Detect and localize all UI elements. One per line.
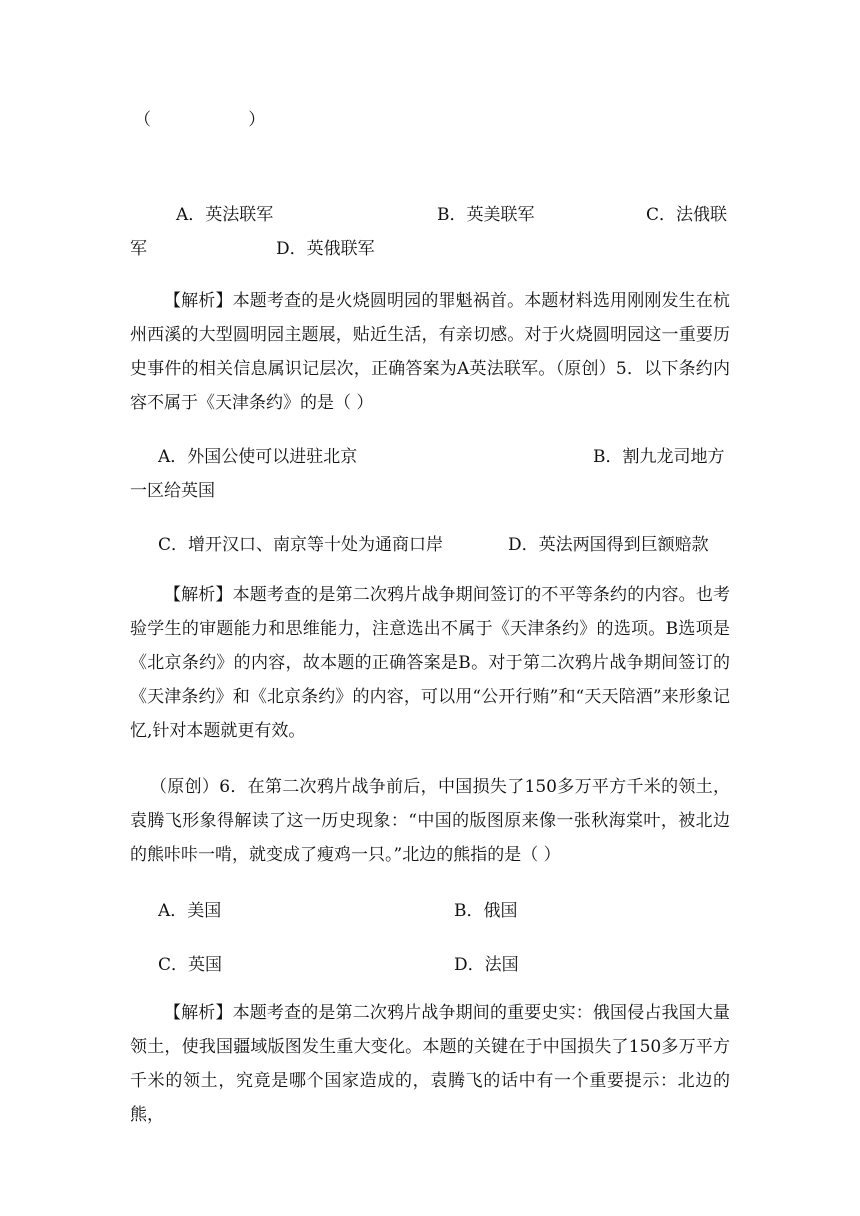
- analysis-text: 【解析】本题考查的是第二次鸦片战争期间的重要史实：俄国侵占我国大量领土，使我国疆域版图发生重大变化。本题的关键在于中国损失了150多万平方千米的领土，究竟是哪个国家造成的，袁腾飞的话中有一个重要提示：北边的熊，: [130, 1003, 730, 1125]
- option-b: B．俄国: [454, 901, 518, 921]
- option-d: D．法国: [454, 955, 519, 975]
- option-c: C．增开汉口、南京等十处为通商口岸: [158, 535, 444, 555]
- option-b: B．割九龙司地方: [593, 447, 725, 467]
- question-text: （原创）6．在第二次鸦片战争前后，中国损失了150多万平方千米的领土，袁腾飞形象得解读了这一历史现象：“中国的版图原来像一张秋海棠叶，被北边的熊咔咔一啃，就变成了瘦鸡一只。”北边的熊指的是（ ）: [130, 777, 730, 865]
- option-c: C．英国: [158, 955, 223, 975]
- option-a: A．外国公使可以进驻北京: [158, 447, 358, 467]
- option-d: D．英法两国得到巨额赔款: [508, 535, 709, 555]
- answer-bracket: （ ）: [134, 110, 266, 130]
- analysis-text: 【解析】本题考查的是火烧圆明园的罪魁祸首。本题材料选用刚刚发生在杭州西溪的大型圆明园主题展，贴近生活，有亲切感。对于火烧圆明园这一重要历史事件的相关信息属识记层次，正确答案为A英法联军。（原创）5．以下条约内容不属于《天津条约》的是（ ）: [130, 291, 730, 413]
- analysis-paragraph: [130, 996, 730, 1132]
- option-b: B．英美联军: [437, 205, 535, 225]
- option-c-wrap: 军: [130, 239, 147, 259]
- question-stem: [130, 770, 730, 872]
- option-d: D．英俄联军: [276, 239, 375, 259]
- option-c: C．法俄联: [646, 205, 728, 225]
- option-a: A．美国: [158, 901, 222, 921]
- analysis-paragraph: [130, 284, 730, 420]
- option-a: A．英法联军: [176, 205, 274, 225]
- analysis-paragraph: [130, 578, 730, 748]
- option-b-wrap: 一区给英国: [130, 481, 215, 501]
- analysis-text: 【解析】本题考查的是第二次鸦片战争期间签订的不平等条约的内容。也考验学生的审题能力和思维能力，注意选出不属于《天津条约》的选项。B选项是《北京条约》的内容，故本题的正确答案是B。对于第二次鸦片战争期间签订的《天津条约》和《北京条约》的内容，可以用“公开行贿”和“天天陪酒”来形象记忆,针对本题就更有效。: [130, 585, 730, 741]
